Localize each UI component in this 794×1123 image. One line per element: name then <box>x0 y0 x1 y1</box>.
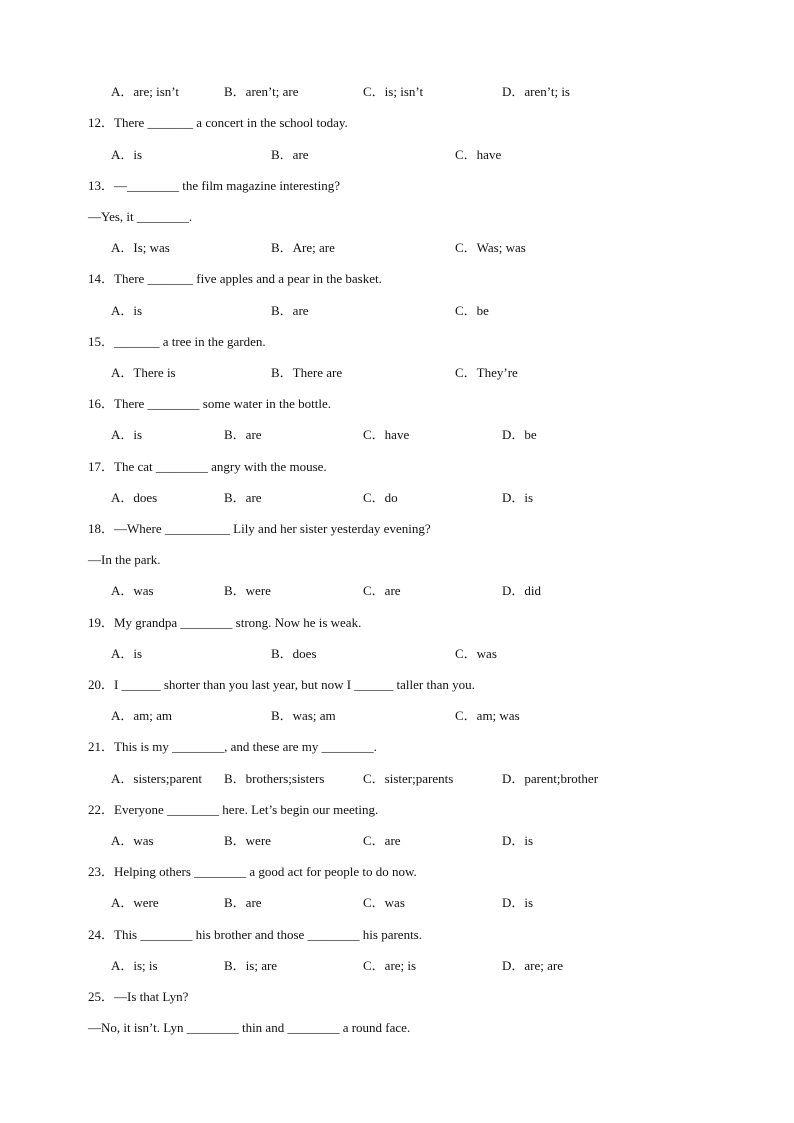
q12-option-b[interactable]: B．are <box>271 147 309 162</box>
q20-option-c[interactable]: C．am; was <box>455 708 520 723</box>
q13-option-b[interactable]: B．Are; are <box>271 240 335 255</box>
q14-option-c[interactable]: C．be <box>455 303 489 318</box>
q24-option-d[interactable]: D．are; are <box>502 958 563 973</box>
q16-stem: 16．There ________ some water in the bottle. <box>88 396 331 411</box>
q22-option-c[interactable]: C．are <box>363 833 401 848</box>
q23-option-a[interactable]: A．were <box>111 895 159 910</box>
q21-option-d[interactable]: D．parent;brother <box>502 771 599 786</box>
q18-option-c[interactable]: C．are <box>363 583 401 598</box>
q19-option-c[interactable]: C．was <box>455 646 497 661</box>
q23-option-c[interactable]: C．was <box>363 895 405 910</box>
q17-option-d[interactable]: D．is <box>502 490 534 505</box>
q20-option-a[interactable]: A．am; am <box>111 708 173 723</box>
q14-option-b[interactable]: B．are <box>271 303 309 318</box>
q16-option-a[interactable]: A．is <box>111 427 143 442</box>
q15-stem: 15．_______ a tree in the garden. <box>88 334 266 349</box>
q13-stem: 13．—________ the film magazine interesting? <box>88 178 340 193</box>
q22-stem: 22．Everyone ________ here. Let’s begin our meeting. <box>88 802 379 817</box>
q17-option-c[interactable]: C．do <box>363 490 398 505</box>
q20-stem: 20．I ______ shorter than you last year, but now I ______ taller than you. <box>88 677 475 692</box>
q23-option-d[interactable]: D．is <box>502 895 534 910</box>
q13-line2: —Yes, it ________. <box>88 209 193 224</box>
q11-option-d[interactable]: D．aren’t; is <box>502 84 570 99</box>
q18-option-a[interactable]: A．was <box>111 583 154 598</box>
q14-option-a[interactable]: A．is <box>111 303 143 318</box>
q16-option-c[interactable]: C．have <box>363 427 410 442</box>
q21-stem: 21．This is my ________, and these are my ________. <box>88 739 377 754</box>
q18-line2: —In the park. <box>88 552 161 567</box>
q25-line2: —No, it isn’t. Lyn ________ thin and ________ a round face. <box>88 1020 411 1035</box>
q11-option-b[interactable]: B．aren’t; are <box>224 84 299 99</box>
q14-stem: 14．There _______ five apples and a pear in the basket. <box>88 271 382 286</box>
q25-stem: 25．—Is that Lyn? <box>88 989 189 1004</box>
q13-option-a[interactable]: A．Is; was <box>111 240 170 255</box>
q21-option-c[interactable]: C．sister;parents <box>363 771 454 786</box>
q18-option-b[interactable]: B．were <box>224 583 271 598</box>
q16-option-d[interactable]: D．be <box>502 427 537 442</box>
q17-option-a[interactable]: A．does <box>111 490 158 505</box>
q19-option-a[interactable]: A．is <box>111 646 143 661</box>
q24-option-c[interactable]: C．are; is <box>363 958 417 973</box>
q15-option-c[interactable]: C．They’re <box>455 365 518 380</box>
q21-option-a[interactable]: A．sisters;parent <box>111 771 202 786</box>
q18-option-d[interactable]: D．did <box>502 583 542 598</box>
q12-option-c[interactable]: C．have <box>455 147 502 162</box>
q11-option-c[interactable]: C．is; isn’t <box>363 84 424 99</box>
q19-option-b[interactable]: B．does <box>271 646 317 661</box>
q16-option-b[interactable]: B．are <box>224 427 262 442</box>
q17-stem: 17．The cat ________ angry with the mouse. <box>88 459 327 474</box>
q11-option-a[interactable]: A．are; isn’t <box>111 84 179 99</box>
q19-stem: 19．My grandpa ________ strong. Now he is weak. <box>88 615 362 630</box>
q12-stem: 12．There _______ a concert in the school today. <box>88 115 348 130</box>
q22-option-a[interactable]: A．was <box>111 833 154 848</box>
q18-stem: 18．—Where __________ Lily and her sister yesterday evening? <box>88 521 431 536</box>
q23-stem: 23．Helping others ________ a good act for people to do now. <box>88 864 417 879</box>
q15-option-b[interactable]: B．There are <box>271 365 343 380</box>
q17-option-b[interactable]: B．are <box>224 490 262 505</box>
q24-option-b[interactable]: B．is; are <box>224 958 278 973</box>
q22-option-d[interactable]: D．is <box>502 833 534 848</box>
q15-option-a[interactable]: A．There is <box>111 365 176 380</box>
q13-option-c[interactable]: C．Was; was <box>455 240 526 255</box>
q21-option-b[interactable]: B．brothers;sisters <box>224 771 325 786</box>
q22-option-b[interactable]: B．were <box>224 833 271 848</box>
q20-option-b[interactable]: B．was; am <box>271 708 336 723</box>
q23-option-b[interactable]: B．are <box>224 895 262 910</box>
q24-stem: 24．This ________ his brother and those ________ his parents. <box>88 927 422 942</box>
q24-option-a[interactable]: A．is; is <box>111 958 158 973</box>
q12-option-a[interactable]: A．is <box>111 147 143 162</box>
